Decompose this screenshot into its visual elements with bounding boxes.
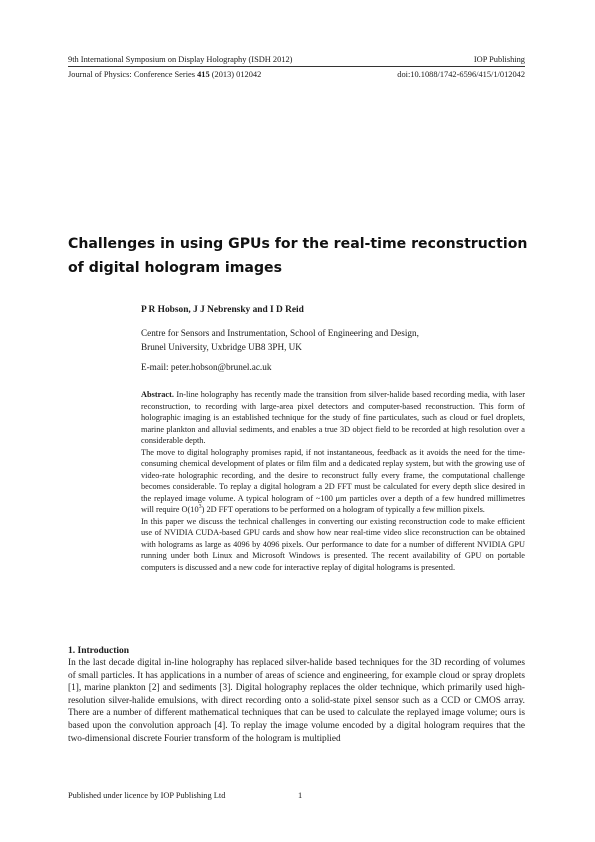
abstract-text-1: In-line holography has recently made the transition from silver-halide based recording media, with laser reconstruction, to recording with large-area pixel detectors and computer-based reconstruction. This form of holographic imaging is an established technique for the study of fine particulates, such as cloud or fuel droplets, marine plankton and alluvial sediments, and enables a true 3D object field to be recorded at high resolution over a considerable depth. [141,390,525,445]
abstract-paragraph-3: In this paper we discuss the technical challenges in converting our existing reconstruction code to make efficient use of NVIDIA CUDA-based GPU cards and show how near real-time video slice reconstruction can be obtained with holograms as large as 4096 by 4096 pixels. Our performance to date for a number of different NVIDIA GPU running under both Linux and Microsoft Windows is presented. The recent availability of GPU on portable computers is discussed and a new code for interactive replay of digital holograms is presented. [141,516,525,572]
licence-notice: Published under licence by IOP Publishing Ltd [68,791,226,800]
header-rule [68,66,525,67]
affiliation-line-2: Brunel University, Uxbridge UB8 3PH, UK [141,342,302,352]
abstract-paragraph-2 [141,447,525,516]
journal-name: Journal of Physics: Conference Series [68,70,198,79]
journal-volume: 415 [197,70,210,79]
abstract [141,389,525,573]
journal-citation [68,69,261,80]
abstract-text-2a: The move to digital holography promises rapid, if not instantaneous, feedback as it avoids the need for the time-consuming chemical development of plates or film film and a dedicated replay system, but with the growing use of video-rate holographic recording, and the desire to reconstruct fully every frame, the computational challenge becomes considerable. To replay a digital hologram a 2D FFT must be calculated for every depth slice desired in the replayed image volume. A typical hologram of ~100 μm particles over a depth of a few hundred millimetres will require O(10 [141,447,525,514]
abstract-paragraph-1 [141,389,525,447]
publisher-name: IOP Publishing [473,55,525,64]
journal-year-article: (2013) 012042 [209,70,262,79]
author-email[interactable]: E-mail: peter.hobson@brunel.ac.uk [141,362,272,372]
affiliation-line-1: Centre for Sensors and Instrumentation, School of Engineering and Design, [141,328,419,338]
abstract-label: Abstract. [141,390,174,399]
section-heading-introduction: 1. Introduction [68,646,130,656]
page-number: 1 [298,791,303,800]
paper-title: Challenges in using GPUs for the real-time reconstruction of digital hologram images [68,236,528,276]
abstract-exponent: 3 [198,504,202,511]
affiliation [141,326,419,354]
doi-link[interactable]: doi:10.1088/1742-6596/415/1/012042 [397,70,525,79]
abstract-text-2b: ) 2D FFT operations to be performed on a hologram of typically a few million pixels. [201,505,485,514]
author-list: P R Hobson, J J Nebrensky and I D Reid [141,305,304,315]
conference-name: 9th International Symposium on Display Holography (ISDH 2012) [68,55,293,64]
introduction-text: In the last decade digital in-line holography has replaced silver-halide based techniques for the 3D recording of volumes of small particles. It has applications in a number of areas of science and engineering, for example cloud or spray droplets [1], marine plankton [2] and sediments [3]. Digital holography replaces the older technique, which primarily used high-resolution silver-halide emulsions, with direct recording onto a solid-state pixel sensor such as a CCD or CMOS array. There are a number of different mathematical techniques that can be used to calculate the replayed image volume; ours is based upon the convolution approach [4]. To replay the image volume encoded by a digital hologram requires that the two-dimensional discrete Fourier transform of the hologram is multiplied [68,658,525,744]
